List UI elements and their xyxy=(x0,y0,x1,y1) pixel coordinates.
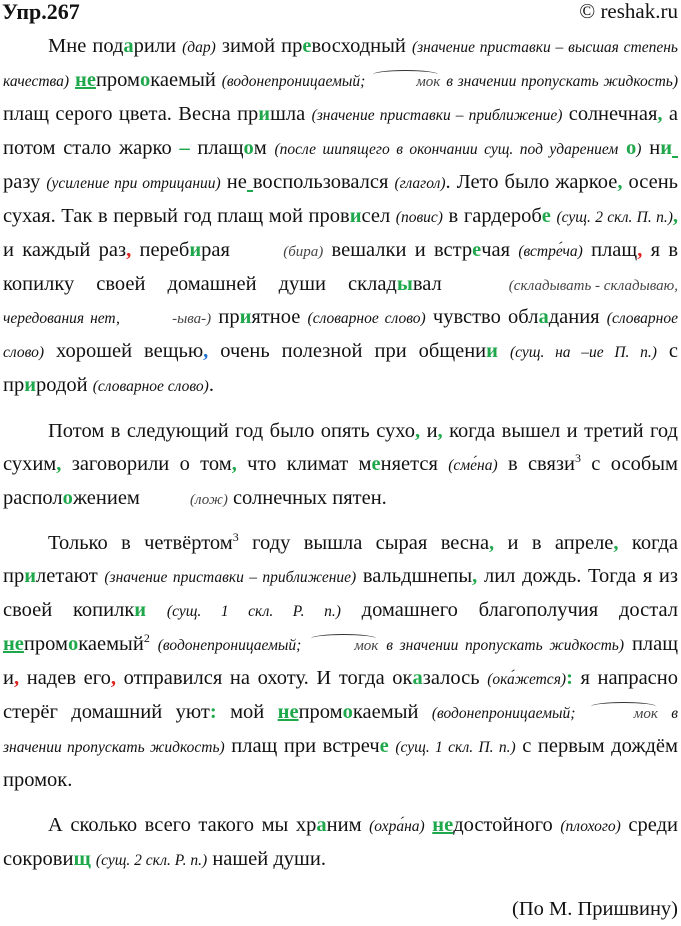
highlighted-letter: , xyxy=(231,453,237,475)
morpheme-note: -ыва-) xyxy=(172,311,212,327)
annotation: (значение приставки – приближение) xyxy=(311,107,563,124)
highlighted-letter: и xyxy=(349,205,362,227)
footnote-mark: 2 xyxy=(143,631,150,646)
red-punctuation: , xyxy=(637,239,643,261)
annotation: (словарное слово) xyxy=(307,310,426,327)
annotation: (дар) xyxy=(182,39,216,56)
annotation: (сме́на) xyxy=(448,457,498,474)
annotation: (плохого) xyxy=(560,818,621,835)
annotation: (сущ. 2 скл. П. п.) xyxy=(556,209,673,226)
highlighted-letter: а xyxy=(123,35,134,57)
highlighted-letter: , xyxy=(657,103,663,125)
source-credit: © reshak.ru xyxy=(579,0,678,23)
highlighted-prefix: не xyxy=(277,701,299,723)
annotation: (встре́ча) xyxy=(518,243,583,260)
red-punctuation: , xyxy=(110,667,116,689)
highlighted-letter: е xyxy=(302,35,312,57)
annotation: (значение приставки – приближение) xyxy=(104,569,357,586)
highlighted-prefix: не xyxy=(432,814,454,836)
annotation: (значение приставки – высшая степень качества) xyxy=(3,39,678,90)
annotation: (водонепроницаемый; xyxy=(431,705,576,722)
highlighted-letter: и xyxy=(239,306,252,328)
highlighted-letter: и xyxy=(134,599,147,621)
highlighted-letter: о xyxy=(62,487,73,509)
highlighted-letter: : xyxy=(566,667,573,689)
highlighted-letter: – xyxy=(179,137,190,159)
highlighted-letter: а xyxy=(316,814,327,836)
annotation: (сущ. 2 скл. Р. п.) xyxy=(95,852,208,869)
highlighted-letter: а xyxy=(412,667,423,689)
paragraph-1: Мне подарили (дар) зимой превосходный (значение приставки – высшая степень качества) непромокаемый (водонепроницаемый; мок в значении пропускать жидкость) плащ серого цвета. Весна пришла (значение приставки – приближение) солнечная, а потом стало жарко – плащом (после шипящего в окончании сущ. под ударением о) ниразу (усиление при отрицании) не воспользовался (глагол). Лето было жаркое, осень сухая. Так в первый год плащ мой провисел (повис) в гардеробе (сущ. 2 скл. П. п.), и каждый раз, перебирая (бира) вешалки и встречая (встре́ча) плащ, я в копилку своей домашней души складывал (складывать - складываю, чередования нет, -ыва-) приятное (словарное слово) чувство обладания (словарное слово) хорошей вещью, очень полезной при общении (сущ. на –ие П. п.) с природой (словарное слово). xyxy=(3,35,679,396)
annotation: чередования нет, xyxy=(3,310,120,327)
highlighted-letter: о xyxy=(140,69,151,91)
red-punctuation: , xyxy=(126,239,132,261)
annotation: (повис) xyxy=(395,209,443,226)
morpheme-note: (складывать - складываю, xyxy=(508,278,678,294)
annotation: (охра́на) xyxy=(369,818,425,835)
root-arc-note: мок xyxy=(371,75,440,90)
annotation: (ока́жется) xyxy=(487,671,567,688)
annotation: в значении пропускать жидкость) xyxy=(386,637,625,654)
annotation: (словарное слово) xyxy=(92,378,209,395)
highlighted-letter: и xyxy=(24,374,37,396)
morpheme-note: (лож) xyxy=(190,492,228,508)
highlighted-letter: , xyxy=(472,565,478,587)
paragraph-2: Потом в следующий год было опять сухо, и, когда вышел и третий год сухим, заговорили о том, что климат меняется (сме́на) в связи$^3$ с особым расположением (лож) солнечных пятен. xyxy=(3,420,678,509)
exercise-title: Упр.267 xyxy=(2,0,80,24)
paragraph-3: Только в четвёртом$^3$ году вышла сырая весна, и в апреле, когда прилетают (значение приставки – приближение) вальдшнепы, лил дождь. Тогда я из своей копилки (сущ. 1 скл. Р. п.) домашнего благополучия достал непромокаемый$^2$ (водонепроницаемый; мок в значении пропускать жидкость) плащ и, надев его, отправился на охоту. И тогда оказалось (ока́жется): я напрасно стерёг домашний уют: мой непромокаемый (водонепроницаемый; мок в значении пропускать жидкость) плащ при встрече (сущ. 1 скл. П. п.) с первым дождём промок. xyxy=(3,530,679,791)
highlighted-letter: , xyxy=(56,453,62,475)
annotation: (глагол) xyxy=(394,175,446,192)
space-marker xyxy=(672,154,678,158)
highlighted-letter: щ xyxy=(73,848,91,870)
annotation: (сущ. 1 скл. П. п.) xyxy=(395,739,516,756)
root-arc-note: мок xyxy=(589,707,658,722)
exercise-text xyxy=(3,30,678,926)
highlighted-letter: и xyxy=(24,565,37,587)
highlighted-letter: и xyxy=(486,340,498,362)
highlighted-letter: а xyxy=(538,306,549,328)
highlighted-letter: , xyxy=(672,205,678,227)
author-attribution: (По М. Пришвину) xyxy=(512,898,678,920)
highlighted-letter: е xyxy=(379,735,389,757)
highlighted-letter: : xyxy=(209,701,217,723)
header xyxy=(0,0,681,26)
annotation: (сущ. 1 скл. Р. п.) xyxy=(166,603,341,620)
paragraph-4: А сколько всего такого мы храним (охра́на) недостойного (плохого) среди сокровищ (сущ. 2 скл. Р. п.) нашей души. xyxy=(3,814,678,870)
annotation: (водонепроницаемый; xyxy=(221,73,366,90)
annotation: (сущ. на –ие П. п.) xyxy=(509,344,657,361)
highlighted-letter: о xyxy=(67,633,79,655)
annotation: ) xyxy=(636,141,642,158)
highlighted-letter: е xyxy=(541,205,551,227)
highlighted-letter: , xyxy=(415,420,421,442)
footnote-mark: 3 xyxy=(574,451,581,466)
highlighted-letter: и xyxy=(258,103,271,125)
footnote-mark: 3 xyxy=(232,530,239,545)
space-marker xyxy=(247,188,253,192)
annotation: (усиление при отрицании) xyxy=(46,175,221,192)
highlighted-prefix: не xyxy=(3,633,24,655)
highlighted-letter: , xyxy=(437,420,443,442)
morpheme-note: (бира) xyxy=(283,244,324,260)
highlighted-letter: , xyxy=(617,171,623,193)
highlighted-letter: ы xyxy=(396,273,413,295)
highlighted-letter: о xyxy=(243,137,254,159)
annotation: (водонепроницаемый; xyxy=(157,637,302,654)
highlighted-letter: , xyxy=(613,532,619,554)
annotation: (словарное слово) xyxy=(3,310,678,361)
highlighted-letter: е xyxy=(472,239,482,261)
highlighted-prefix: не xyxy=(75,69,96,91)
highlighted-letter: , xyxy=(489,532,495,554)
annotation: в значении пропускать жидкость) xyxy=(446,73,679,90)
root-arc-note: мок xyxy=(309,639,378,654)
highlighted-letter: и xyxy=(660,137,672,159)
annotation: (после шипящего в окончании сущ. под ударением xyxy=(274,141,619,158)
red-punctuation: , xyxy=(13,667,20,689)
highlighted-letter: и xyxy=(189,239,202,261)
highlighted-letter: е xyxy=(371,453,381,475)
highlighted-letter: о xyxy=(626,137,637,159)
annotation: в значении пропускать жидкость) xyxy=(3,705,679,756)
blue-punctuation: , xyxy=(203,340,209,362)
highlighted-letter: о xyxy=(342,701,353,723)
